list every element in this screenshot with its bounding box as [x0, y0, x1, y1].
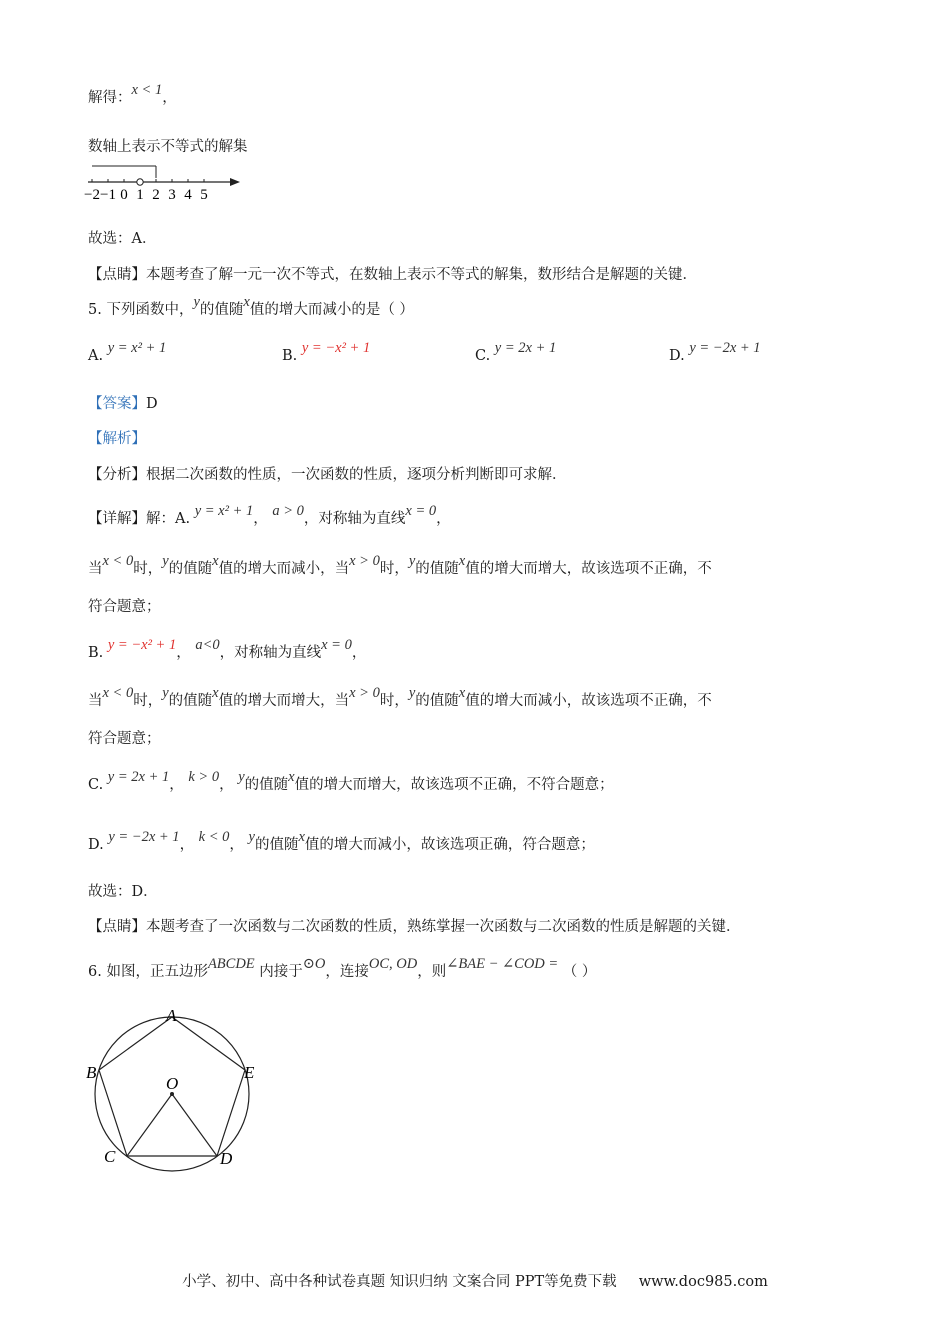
q4-comment: 【点睛】本题考查了解一元一次不等式，在数轴上表示不等式的解集，数形结合是解题的关键．: [88, 267, 697, 283]
tick-label: −2: [84, 187, 100, 203]
q5-detail-b: B. y = −x² + 1， a<0，对称轴为直线x = 0，: [88, 637, 367, 661]
tick-label: 3: [168, 187, 176, 203]
q5-detail-a-line2: 当x < 0时，y的值随x值的增大而减小，当x > 0时，y的值随x值的增大而增大，故该选项不正确，不: [88, 553, 712, 577]
label-c: C: [104, 1147, 116, 1166]
tick-label: 1: [136, 187, 144, 203]
q6-stem: 6. 如图，正五边形ABCDE 内接于⊙O，连接OC, OD，则∠BAE − ∠COD = （ ）: [88, 956, 597, 980]
tick-label: 0: [120, 187, 128, 203]
tick-label: 5: [200, 187, 208, 203]
q5-detail-b-line2: 当x < 0时，y的值随x值的增大而增大，当x > 0时，y的值随x值的增大而减小，故该选项不正确，不: [88, 685, 712, 709]
segment-od: [172, 1094, 217, 1156]
label-b: B: [86, 1063, 97, 1082]
page-footer: [0, 1270, 950, 1291]
analysis-tag: 【解析】: [88, 431, 146, 447]
q5-detail-a: 【详解】解：A. y = x² + 1， a > 0，对称轴为直线x = 0，: [88, 503, 451, 527]
q5-option-c: C. y = 2x + 1: [475, 340, 557, 364]
q5-detail-d: D. y = −2x + 1， k < 0， y的值随x值的增大而减小，故该选项正确，符合题意；: [88, 829, 595, 853]
label-o: O: [166, 1074, 179, 1093]
comment-tag: 【点睛】: [88, 919, 146, 935]
answer-value: D: [146, 396, 158, 412]
tick-label: 2: [152, 187, 160, 203]
solve-label: 解得：: [88, 90, 132, 106]
numberline-heading: 数轴上表示不等式的解集: [88, 139, 248, 155]
solve-line: 解得：x < 1，: [88, 82, 177, 106]
solve-expr: x < 1: [131, 82, 163, 98]
answer-tag: 【答案】: [88, 396, 146, 412]
q5-option-b: B. y = −x² + 1: [282, 340, 371, 364]
comment-tag: 【点睛】: [88, 267, 146, 283]
label-e: E: [244, 1063, 255, 1082]
q5-comment: 【点睛】本题考查了一次函数与二次函数的性质，熟练掌握一次函数与二次函数的性质是解题的关键．: [88, 919, 741, 935]
tick-label: 4: [184, 187, 192, 203]
label-a: A: [166, 1006, 177, 1025]
tick-label: −1: [100, 187, 116, 203]
pentagon-figure: [80, 1000, 270, 1180]
footer-text: 小学、初中、高中各种试卷真题 知识归纳 文案合同 PPT等免费下载: [182, 1274, 617, 1290]
q5-answer: [88, 394, 158, 414]
q5-option-d: D. y = −2x + 1: [669, 340, 761, 364]
open-endpoint: [137, 179, 143, 185]
q5-option-a: A. y = x² + 1: [88, 340, 167, 364]
q5-detail-c: C. y = 2x + 1， k > 0， y的值随x值的增大而增大，故该选项不正确，不符合题意；: [88, 769, 614, 793]
q5-fenxi: 【分析】根据二次函数的性质，一次函数的性质，逐项分析判断即可求解．: [88, 467, 567, 483]
number-line-ticks: [84, 179, 208, 203]
label-d: D: [220, 1149, 233, 1168]
segment-oc: [127, 1094, 172, 1156]
detail-tag: 【详解】: [88, 511, 146, 527]
fenxi-tag: 【分析】: [88, 467, 146, 483]
q5-stem: 5. 下列函数中，y的值随x值的增大而减小的是（ ）: [88, 294, 414, 318]
number-line-figure: [84, 158, 248, 206]
q4-answer-line: 故选：A．: [88, 231, 157, 247]
footer-url[interactable]: www.doc985.com: [638, 1274, 768, 1290]
q5-final: 故选：D．: [88, 884, 158, 900]
number-line-arrow: [230, 178, 240, 186]
